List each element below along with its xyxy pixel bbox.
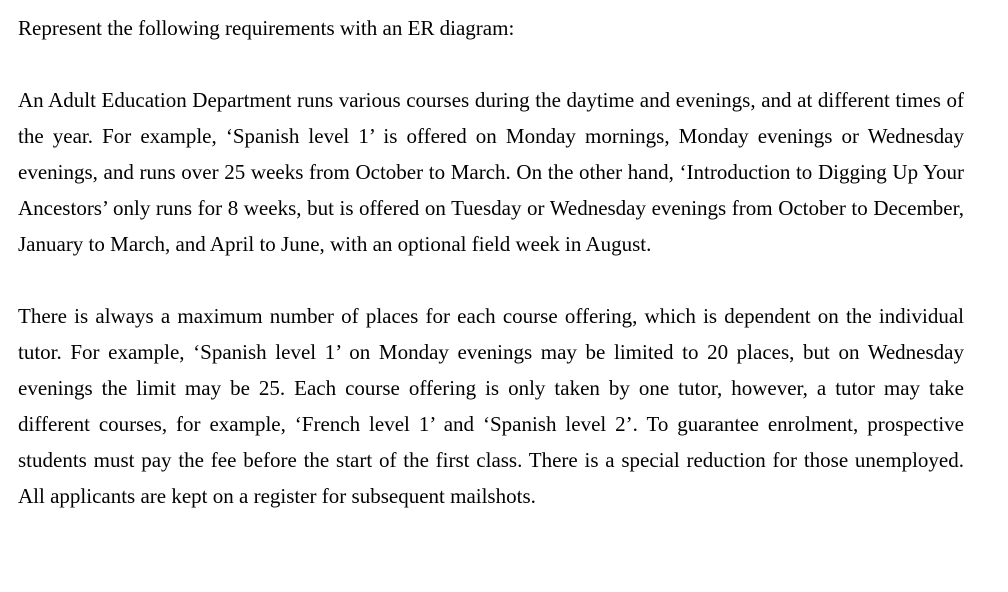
- paragraph-offerings: There is always a maximum number of places for each course offering, which is dependent on the individual tutor. For example, ‘Spanish level 1’ on Monday evenings may be limited to 20 places, but on Wednesday evenings the limit may be 25. Each course offering is only taken by one tutor, however, a tutor may take different courses, for example, ‘French level 1’ and ‘Spanish level 2’. To guarantee enrolment, prospective students must pay the fee before the start of the first class. There is a special reduction for those unemployed. All applicants are kept on a register for subsequent mailshots.: [18, 304, 964, 508]
- paragraph-courses: An Adult Education Department runs various courses during the daytime and evenings, and at different times of the year. For example, ‘Spanish level 1’ is offered on Monday mornings, Monday evenings or Wednesday evenings, and runs over 25 weeks from October to March. On the other hand, ‘Introduction to Digging Up Your Ancestors’ only runs for 8 weeks, but is offered on Tuesday or Wednesday evenings from October to December, January to March, and April to June, with an optional field week in August.: [18, 88, 964, 256]
- document-body: [18, 10, 964, 514]
- document-heading: Represent the following requirements with an ER diagram:: [18, 16, 515, 40]
